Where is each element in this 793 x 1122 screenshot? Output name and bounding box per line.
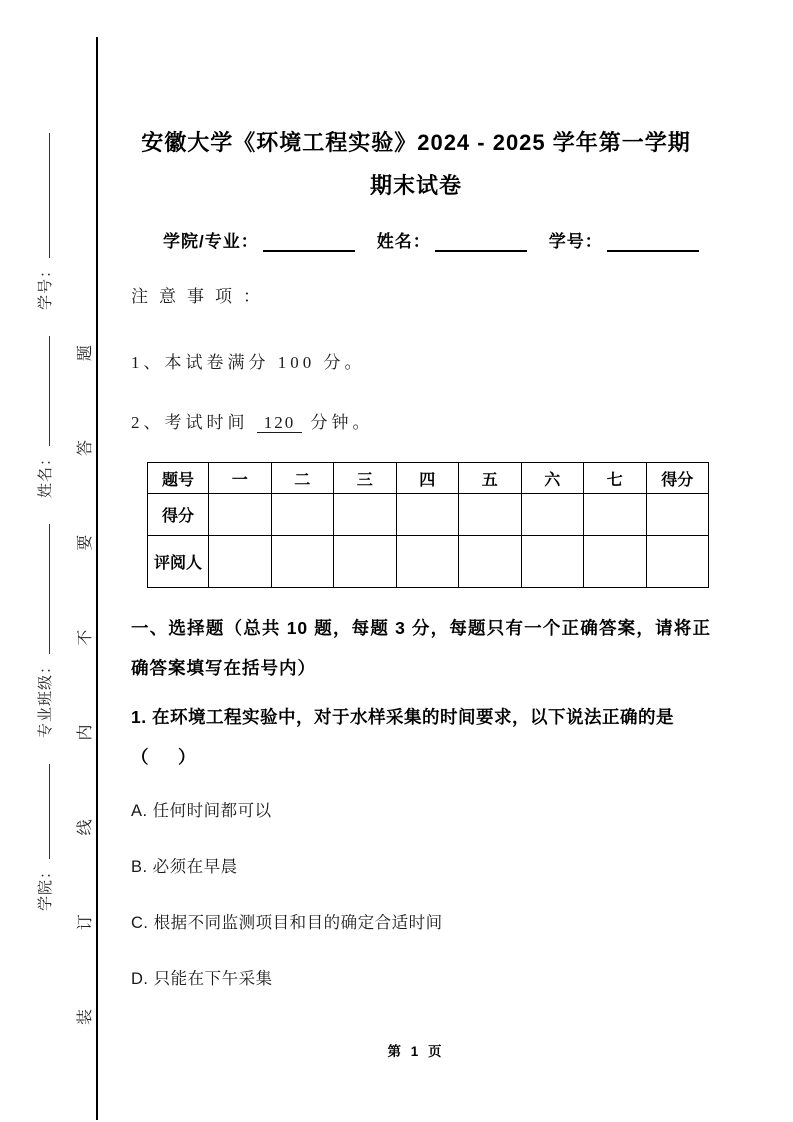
- blank-line: [263, 230, 355, 252]
- margin-field-student-id-label: 学号：: [38, 262, 54, 311]
- score-table-header: 七: [584, 463, 647, 494]
- score-cell: [459, 536, 522, 588]
- score-cell: [209, 494, 272, 536]
- blank-line: [34, 336, 50, 446]
- option-a: A. 任何时间都可以: [131, 802, 272, 820]
- score-table-reviewer-row: [148, 536, 709, 588]
- score-cell: [271, 494, 334, 536]
- option-d: D. 只能在下午采集: [131, 970, 273, 988]
- margin-field-name-label: 姓名：: [38, 450, 54, 499]
- score-cell: [521, 536, 584, 588]
- score-cell: [521, 494, 584, 536]
- note-item-2-prefix: 2、考试时间: [131, 413, 249, 432]
- option-c: C. 根据不同监测项目和目的确定合适时间: [131, 914, 443, 932]
- score-cell: [584, 536, 647, 588]
- blank-line: [34, 764, 50, 859]
- binding-char: 题: [77, 345, 94, 362]
- form-field-college-major: [163, 227, 355, 252]
- question-1-options: [131, 797, 443, 989]
- binding-phrase: [72, 345, 94, 1025]
- binding-char: 装: [77, 1008, 94, 1025]
- score-cell: [646, 494, 709, 536]
- margin-field-class: [34, 524, 55, 738]
- option-b: B. 必须在早晨: [131, 858, 238, 876]
- score-cell: [646, 536, 709, 588]
- reviewer-row-label: 评阅人: [148, 536, 209, 588]
- score-cell: [334, 494, 397, 536]
- blank-line: [34, 524, 50, 654]
- score-table: [147, 462, 709, 588]
- score-table-header: 得分: [646, 463, 709, 494]
- score-cell: [271, 536, 334, 588]
- page-number: 第 1 页: [387, 1044, 445, 1059]
- form-field-college-major-label: 学院/专业：: [163, 232, 259, 251]
- score-cell: [396, 494, 459, 536]
- margin-field-student-id: [34, 133, 55, 310]
- binding-char: 不: [77, 629, 94, 646]
- binding-char: 要: [77, 534, 94, 551]
- score-cell: [396, 536, 459, 588]
- score-table-header: 二: [271, 463, 334, 494]
- exam-title-line2: 期末试卷: [369, 173, 462, 198]
- score-row-label: 得分: [148, 494, 209, 536]
- question-1-answer-bracket: （ ）: [131, 747, 202, 767]
- score-table-header: 三: [334, 463, 397, 494]
- score-table-score-row: [148, 494, 709, 536]
- form-field-name-label: 姓名：: [376, 232, 431, 251]
- score-cell: [584, 494, 647, 536]
- notes-heading: 注意事项：: [131, 287, 271, 306]
- note-item-1: 1、本试卷满分 100 分。: [131, 353, 366, 372]
- binding-char: 线: [77, 819, 94, 836]
- binding-char: 订: [77, 914, 94, 931]
- score-table-header: 一: [209, 463, 272, 494]
- binding-margin-fields: [34, 133, 58, 911]
- margin-field-class-label: 专业班级：: [38, 658, 54, 739]
- note-item-2: [131, 408, 374, 433]
- student-info-line: [163, 227, 699, 252]
- score-table-header-row: [148, 463, 709, 494]
- exam-duration-value: 120: [257, 413, 303, 433]
- score-table-header: 四: [396, 463, 459, 494]
- form-field-student-id: [549, 227, 699, 252]
- exam-title-line1: 安徽大学《环境工程实验》2024 - 2025 学年第一学期: [141, 130, 691, 155]
- score-cell: [459, 494, 522, 536]
- form-field-student-id-label: 学号：: [548, 232, 603, 251]
- margin-field-college: [34, 764, 55, 911]
- binding-char: 内: [77, 724, 94, 741]
- blank-line: [607, 230, 699, 252]
- form-field-name: [377, 227, 527, 252]
- margin-field-college-label: 学院：: [38, 862, 54, 911]
- score-table-header: 六: [521, 463, 584, 494]
- binding-char: 答: [77, 439, 94, 456]
- score-table-header: 五: [459, 463, 522, 494]
- blank-line: [34, 133, 50, 258]
- blank-line: [435, 230, 527, 252]
- section-1-heading: 一、选择题（总共 10 题，每题 3 分，每题只有一个正确答案，请将正确答案填写在括号内）: [131, 618, 711, 678]
- score-cell: [334, 536, 397, 588]
- margin-field-name: [34, 336, 55, 498]
- score-cell: [209, 536, 272, 588]
- score-table-header: 题号: [148, 463, 209, 494]
- question-1-text: 1. 在环境工程实验中，对于水样采集的时间要求，以下说法正确的是: [131, 707, 674, 727]
- note-item-2-suffix: 分钟。: [310, 413, 374, 432]
